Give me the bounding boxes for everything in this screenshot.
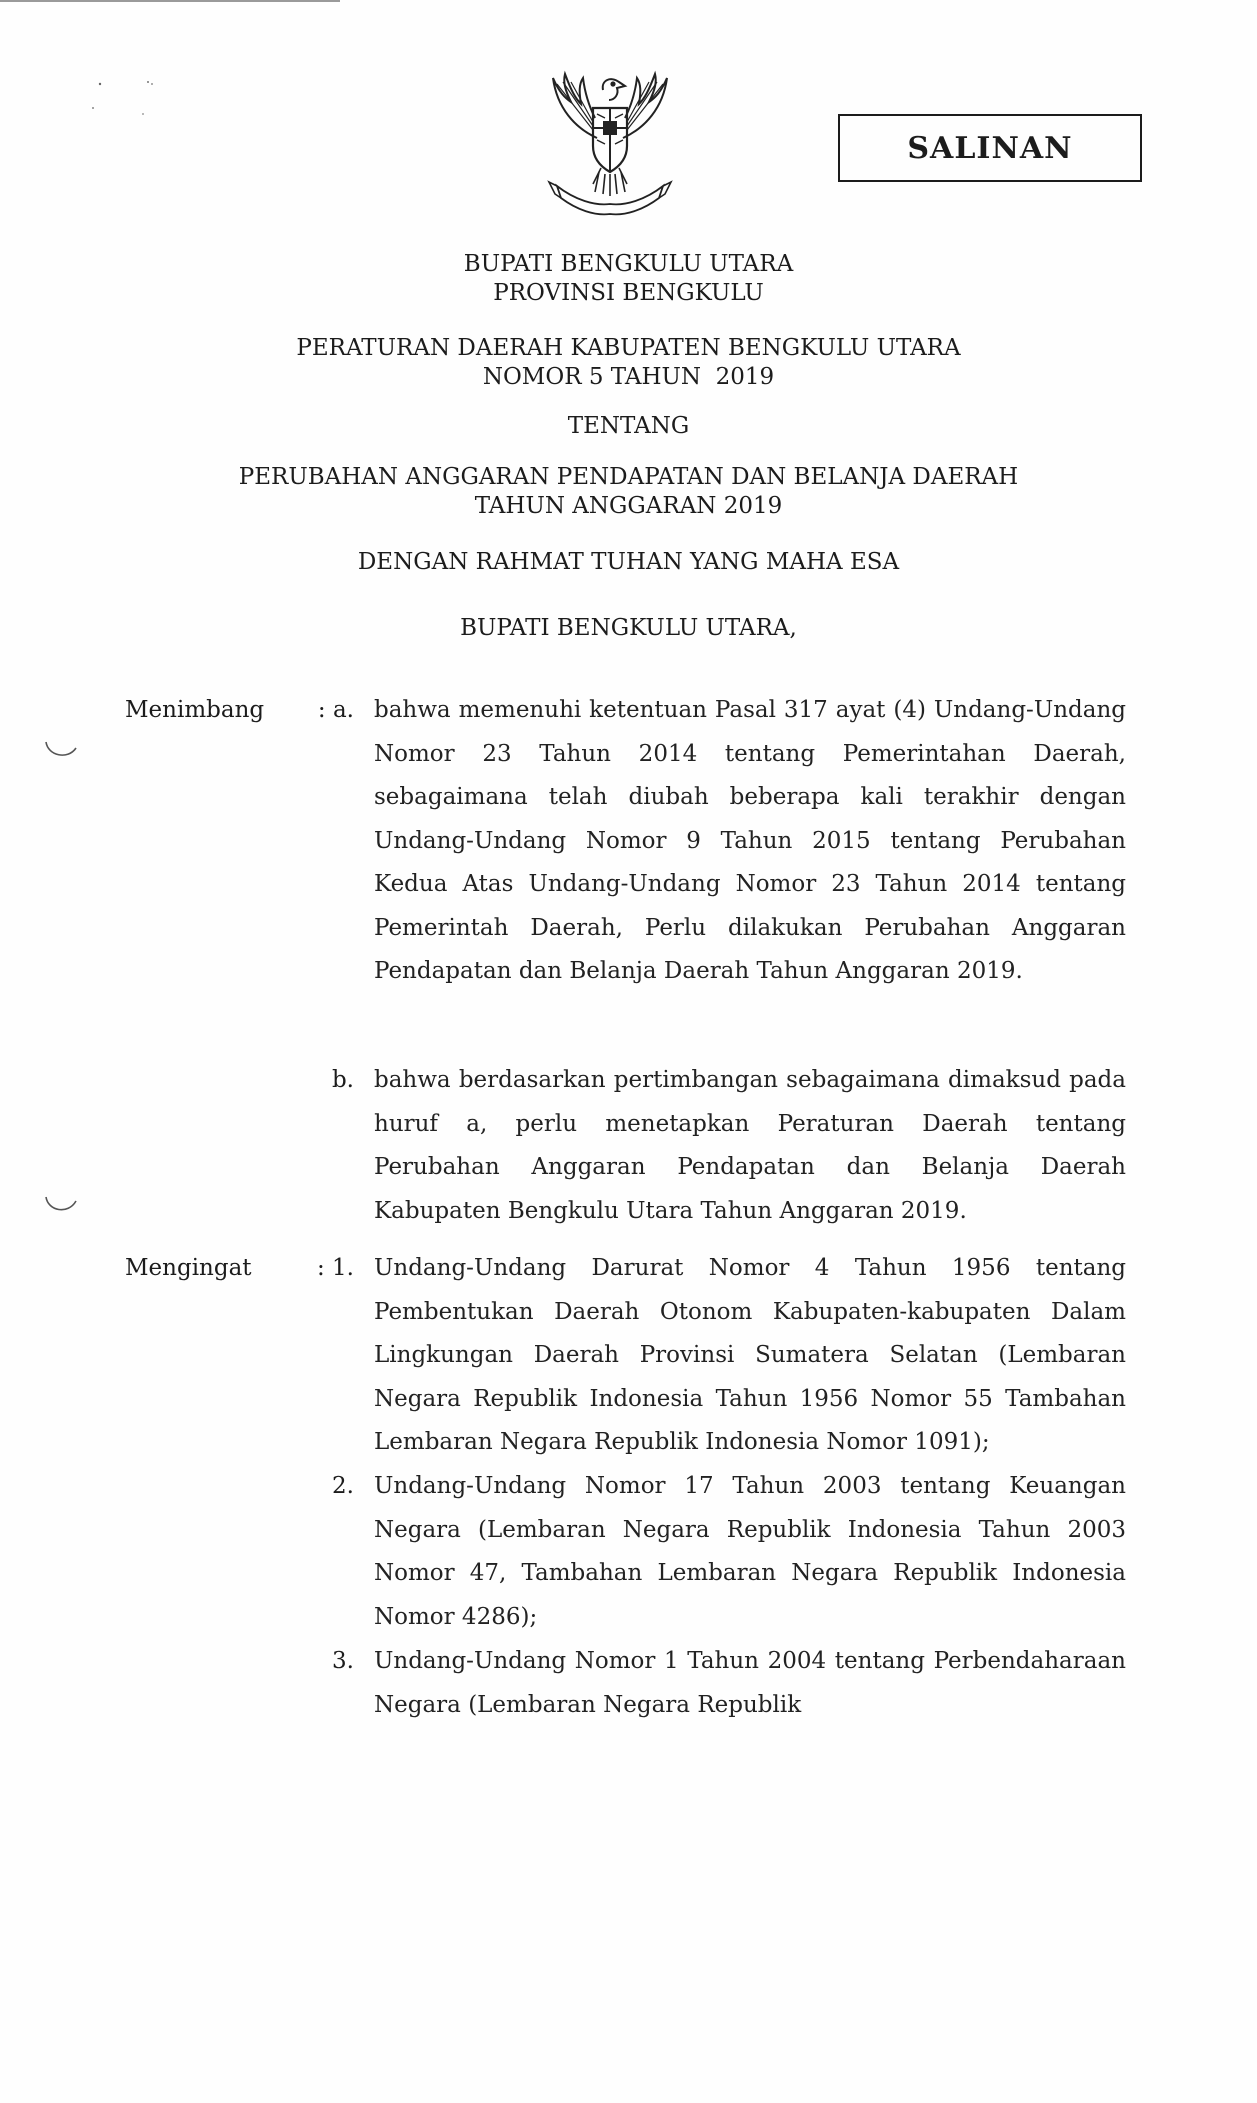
- invocation-text: DENGAN RAHMAT TUHAN YANG MAHA ESA: [357, 549, 900, 575]
- issuer-line-1: BUPATI BENGKULU UTARA: [463, 251, 794, 277]
- menimbang-marker-b: b.: [331, 1067, 354, 1093]
- mengingat-item-2: Undang-Undang Nomor 17 Tahun 2003 tentang Keuangan Negara (Lembaran Negara Republik Indonesia Tahun 2003 Nomor 47, Tambahan Lembaran Negara Republik Indonesia Nomor 4286);: [374, 1473, 1126, 1630]
- regulation-line-1: PERATURAN DAERAH KABUPATEN BENGKULU UTARA: [296, 335, 961, 361]
- tentang-heading: TENTANG: [567, 413, 690, 439]
- about-line: [0, 412, 1257, 441]
- regulation-title-block: [0, 334, 1257, 392]
- menimbang-item-b: bahwa berdasarkan pertimbangan sebagaimana dimaksud pada huruf a, perlu menetapkan Peraturan Daerah tentang Perubahan Anggaran Pendapatan dan Belanja Daerah Kabupaten Bengkulu Utara Tahun Anggaran 2019.: [374, 1067, 1126, 1224]
- subject-line-1: PERUBAHAN ANGGARAN PENDAPATAN DAN BELANJA DAERAH: [238, 464, 1019, 490]
- subject-block: [0, 463, 1257, 521]
- scan-specks: [88, 78, 158, 128]
- mengingat-marker-3: 3.: [332, 1648, 354, 1674]
- punch-hole-mark: [40, 1193, 80, 1217]
- issuer-line-2: PROVINSI BENGKULU: [493, 280, 764, 306]
- scan-edge-line: [0, 0, 340, 2]
- mengingat-marker-1: : 1.: [316, 1255, 354, 1281]
- menimbang-item-a: bahwa memenuhi ketentuan Pasal 317 ayat (4) Undang-Undang Nomor 23 Tahun 2014 tentang Pemerintahan Daerah, sebagaimana telah diubah beberapa kali terakhir dengan Undang-Undang Nomor 9 Tahun 2015 tentang Perubahan Kedua Atas Undang-Undang Nomor 23 Tahun 2014 tentang Pemerintah Daerah, Perlu dilakukan Perubahan Anggaran Pendapatan dan Belanja Daerah Tahun Anggaran 2019.: [374, 697, 1126, 984]
- regulation-line-2: NOMOR 5 TAHUN 2019: [482, 364, 775, 390]
- official-title: BUPATI BENGKULU UTARA,: [460, 615, 797, 641]
- salinan-label: SALINAN: [907, 130, 1073, 166]
- garuda-emblem-icon: [535, 68, 685, 228]
- mengingat-item-1: Undang-Undang Darurat Nomor 4 Tahun 1956 tentang Pembentukan Daerah Otonom Kabupaten-kabupaten Dalam Lingkungan Daerah Provinsi Sumatera Selatan (Lembaran Negara Republik Indonesia Tahun 1956 Nomor 55 Tambahan Lembaran Negara Republik Indonesia Nomor 1091);: [374, 1255, 1126, 1455]
- official-line: [0, 614, 1257, 643]
- mengingat-label: Mengingat: [125, 1255, 252, 1281]
- issuer-block: [0, 250, 1257, 308]
- menimbang-label: Menimbang: [125, 697, 265, 723]
- menimbang-marker-a: : a.: [317, 697, 354, 723]
- invocation-line: [0, 548, 1257, 577]
- punch-hole-mark: [40, 738, 80, 762]
- mengingat-item-3: Undang-Undang Nomor 1 Tahun 2004 tentang Perbendaharaan Negara (Lembaran Negara Republik: [374, 1648, 1126, 1718]
- mengingat-marker-2: 2.: [332, 1473, 354, 1499]
- subject-line-2: TAHUN ANGGARAN 2019: [474, 493, 783, 519]
- salinan-stamp: [838, 114, 1142, 182]
